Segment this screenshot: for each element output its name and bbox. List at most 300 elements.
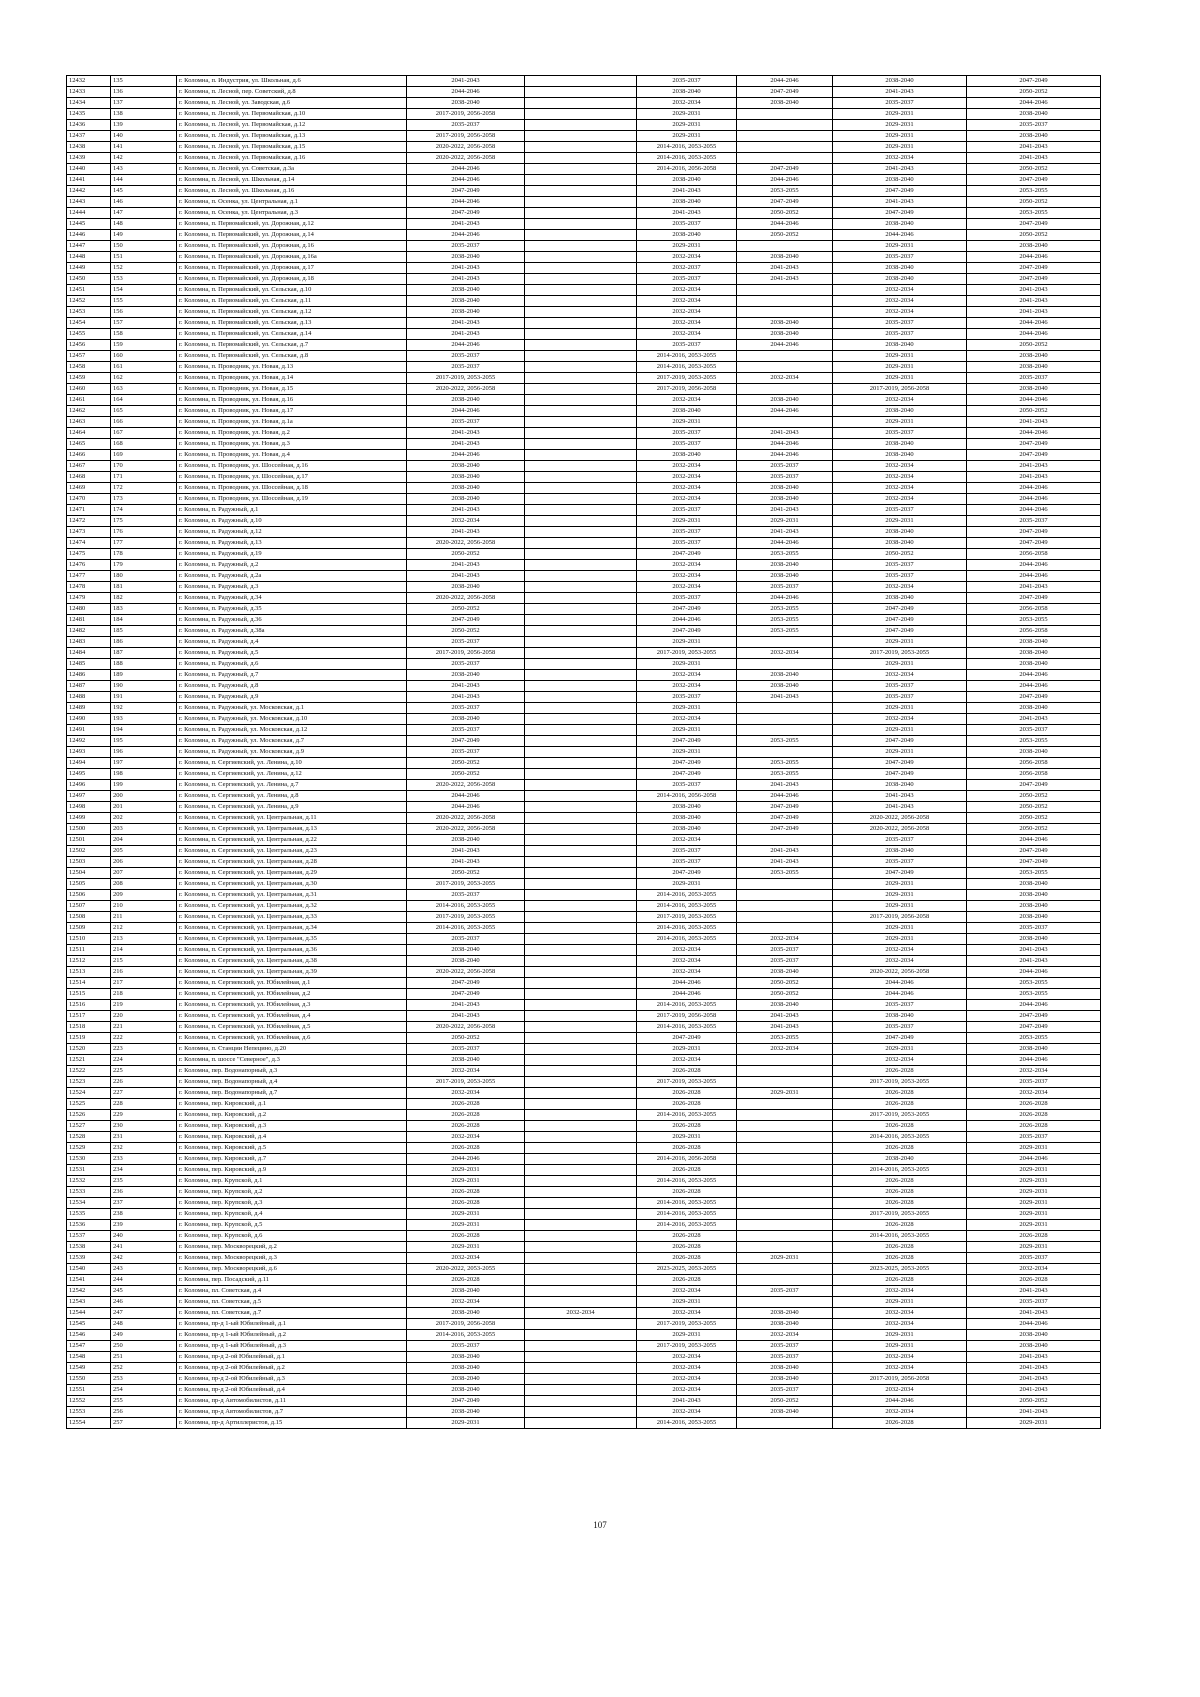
cell-year-range-4 xyxy=(737,1198,833,1209)
cell-register-number: 12483 xyxy=(67,637,111,648)
cell-year-range-2 xyxy=(525,857,637,868)
cell-register-number: 12522 xyxy=(67,1066,111,1077)
cell-year-range-6: 2047-2049 xyxy=(967,439,1101,450)
table-row xyxy=(67,307,1101,318)
cell-address: г. Коломна, п. Индустрия, ул. Школьная, д.6 xyxy=(177,76,407,87)
cell-address: г. Коломна, п. Сергиевский, ул. Центральная, д.13 xyxy=(177,824,407,835)
cell-address: г. Коломна, пл. Советская, д.5 xyxy=(177,1297,407,1308)
cell-year-range-5: 2032-2034 xyxy=(833,714,967,725)
cell-year-range-5: 2038-2040 xyxy=(833,175,967,186)
cell-year-range-3: 2032-2034 xyxy=(637,967,737,978)
cell-year-range-5: 2032-2034 xyxy=(833,285,967,296)
cell-year-range-4 xyxy=(737,747,833,758)
cell-year-range-2 xyxy=(525,725,637,736)
cell-year-range-5: 2032-2034 xyxy=(833,1055,967,1066)
cell-year-range-5: 2029-2031 xyxy=(833,362,967,373)
cell-year-range-6: 2026-2028 xyxy=(967,1110,1101,1121)
cell-address: г. Коломна, п. Сергиевский, ул. Ленина, д.12 xyxy=(177,769,407,780)
cell-year-range-5: 2047-2049 xyxy=(833,604,967,615)
cell-year-range-1: 2038-2040 xyxy=(407,1374,525,1385)
cell-year-range-1: 2014-2016, 2053-2055 xyxy=(407,901,525,912)
cell-year-range-6: 2041-2043 xyxy=(967,1363,1101,1374)
cell-sequence-number: 167 xyxy=(111,428,177,439)
cell-year-range-6: 2053-2055 xyxy=(967,208,1101,219)
cell-register-number: 12434 xyxy=(67,98,111,109)
cell-year-range-4 xyxy=(737,362,833,373)
cell-year-range-2 xyxy=(525,593,637,604)
cell-register-number: 12477 xyxy=(67,571,111,582)
cell-address: г. Коломна, п. Первомайский, ул. Сельская, д.7 xyxy=(177,340,407,351)
cell-year-range-3: 2026-2028 xyxy=(637,1231,737,1242)
cell-year-range-6: 2056-2058 xyxy=(967,549,1101,560)
cell-address: г. Коломна, п. Сергиевский, ул. Центральная, д.22 xyxy=(177,835,407,846)
cell-address: г. Коломна, п. Радужный, ул. Московская, д.12 xyxy=(177,725,407,736)
cell-address: г. Коломна, п. Сергиевский, ул. Центральная, д.33 xyxy=(177,912,407,923)
cell-year-range-5: 2026-2028 xyxy=(833,1099,967,1110)
table-row xyxy=(67,1407,1101,1418)
cell-address: г. Коломна, п. Лесной, ул. Первомайская, д.15 xyxy=(177,142,407,153)
cell-sequence-number: 137 xyxy=(111,98,177,109)
cell-sequence-number: 238 xyxy=(111,1209,177,1220)
cell-year-range-2 xyxy=(525,1341,637,1352)
table-row xyxy=(67,1121,1101,1132)
cell-year-range-3: 2014-2016, 2053-2055 xyxy=(637,1110,737,1121)
cell-year-range-6: 2047-2049 xyxy=(967,857,1101,868)
cell-year-range-5: 2026-2028 xyxy=(833,1088,967,1099)
cell-register-number: 12455 xyxy=(67,329,111,340)
cell-year-range-4: 2035-2037 xyxy=(737,945,833,956)
table-row xyxy=(67,175,1101,186)
cell-address: г. Коломна, пер. Водонапорный, д.7 xyxy=(177,1088,407,1099)
cell-year-range-1: 2050-2052 xyxy=(407,1033,525,1044)
cell-year-range-1: 2020-2022, 2056-2058 xyxy=(407,967,525,978)
cell-year-range-4: 2032-2034 xyxy=(737,648,833,659)
cell-year-range-3: 2035-2037 xyxy=(637,857,737,868)
cell-year-range-4 xyxy=(737,637,833,648)
cell-year-range-2 xyxy=(525,307,637,318)
cell-year-range-1: 2050-2052 xyxy=(407,868,525,879)
cell-year-range-5: 2029-2031 xyxy=(833,241,967,252)
cell-year-range-3: 2035-2037 xyxy=(637,340,737,351)
cell-year-range-2 xyxy=(525,340,637,351)
cell-sequence-number: 227 xyxy=(111,1088,177,1099)
cell-year-range-1: 2038-2040 xyxy=(407,945,525,956)
cell-sequence-number: 232 xyxy=(111,1143,177,1154)
cell-year-range-5: 2026-2028 xyxy=(833,1418,967,1429)
cell-year-range-5: 2032-2034 xyxy=(833,461,967,472)
cell-year-range-1: 2029-2031 xyxy=(407,1242,525,1253)
cell-year-range-4 xyxy=(737,296,833,307)
cell-year-range-2 xyxy=(525,439,637,450)
cell-year-range-2 xyxy=(525,945,637,956)
cell-year-range-5: 2032-2034 xyxy=(833,395,967,406)
cell-year-range-3: 2032-2034 xyxy=(637,1055,737,1066)
cell-year-range-2 xyxy=(525,1286,637,1297)
cell-year-range-5: 2038-2040 xyxy=(833,846,967,857)
cell-year-range-1: 2032-2034 xyxy=(407,1253,525,1264)
cell-year-range-2 xyxy=(525,1407,637,1418)
cell-year-range-5: 2026-2028 xyxy=(833,1198,967,1209)
cell-year-range-5: 2032-2034 xyxy=(833,956,967,967)
cell-sequence-number: 151 xyxy=(111,252,177,263)
cell-year-range-2 xyxy=(525,1275,637,1286)
cell-sequence-number: 208 xyxy=(111,879,177,890)
table-row xyxy=(67,164,1101,175)
cell-address: г. Коломна, п. Сергиевский, ул. Центральная, д.23 xyxy=(177,846,407,857)
cell-year-range-5: 2020-2022, 2056-2058 xyxy=(833,813,967,824)
cell-year-range-4: 2050-2052 xyxy=(737,989,833,1000)
cell-year-range-5: 2035-2037 xyxy=(833,1022,967,1033)
cell-sequence-number: 147 xyxy=(111,208,177,219)
cell-year-range-4: 2038-2040 xyxy=(737,494,833,505)
cell-year-range-3: 2032-2034 xyxy=(637,835,737,846)
cell-sequence-number: 221 xyxy=(111,1022,177,1033)
cell-year-range-6: 2044-2046 xyxy=(967,967,1101,978)
cell-year-range-6: 2038-2040 xyxy=(967,241,1101,252)
cell-year-range-1: 2014-2016, 2053-2055 xyxy=(407,1330,525,1341)
cell-year-range-1: 2038-2040 xyxy=(407,670,525,681)
cell-address: г. Коломна, пер. Крупской, д.4 xyxy=(177,1209,407,1220)
cell-year-range-5: 2020-2022, 2056-2058 xyxy=(833,967,967,978)
cell-year-range-6: 2050-2052 xyxy=(967,813,1101,824)
cell-year-range-1: 2047-2049 xyxy=(407,208,525,219)
cell-address: г. Коломна, пр-д 1-ый Юбилейный, д.1 xyxy=(177,1319,407,1330)
cell-sequence-number: 195 xyxy=(111,736,177,747)
cell-year-range-2 xyxy=(525,681,637,692)
cell-register-number: 12464 xyxy=(67,428,111,439)
cell-sequence-number: 166 xyxy=(111,417,177,428)
cell-year-range-3: 2029-2031 xyxy=(637,637,737,648)
cell-year-range-2 xyxy=(525,1253,637,1264)
cell-register-number: 12472 xyxy=(67,516,111,527)
cell-year-range-1: 2026-2028 xyxy=(407,1187,525,1198)
cell-year-range-6: 2044-2046 xyxy=(967,252,1101,263)
cell-year-range-3: 2044-2046 xyxy=(637,615,737,626)
cell-year-range-5: 2041-2043 xyxy=(833,197,967,208)
cell-year-range-4: 2053-2055 xyxy=(737,1033,833,1044)
table-row xyxy=(67,593,1101,604)
cell-address: г. Коломна, пер. Кировский, д.9 xyxy=(177,1165,407,1176)
cell-year-range-4: 2038-2040 xyxy=(737,318,833,329)
cell-year-range-6: 2047-2049 xyxy=(967,780,1101,791)
cell-year-range-1: 2035-2037 xyxy=(407,1341,525,1352)
cell-year-range-4 xyxy=(737,384,833,395)
cell-year-range-5: 2029-2031 xyxy=(833,703,967,714)
cell-address: г. Коломна, п. Первомайский, ул. Дорожная, д.16а xyxy=(177,252,407,263)
cell-register-number: 12474 xyxy=(67,538,111,549)
cell-register-number: 12479 xyxy=(67,593,111,604)
cell-sequence-number: 161 xyxy=(111,362,177,373)
cell-register-number: 12482 xyxy=(67,626,111,637)
cell-year-range-4: 2038-2040 xyxy=(737,1363,833,1374)
cell-year-range-1: 2041-2043 xyxy=(407,76,525,87)
cell-sequence-number: 236 xyxy=(111,1187,177,1198)
cell-year-range-3: 2035-2037 xyxy=(637,505,737,516)
cell-year-range-1: 2050-2052 xyxy=(407,604,525,615)
cell-sequence-number: 253 xyxy=(111,1374,177,1385)
cell-year-range-6: 2050-2052 xyxy=(967,87,1101,98)
cell-sequence-number: 203 xyxy=(111,824,177,835)
cell-year-range-3: 2035-2037 xyxy=(637,219,737,230)
cell-sequence-number: 179 xyxy=(111,560,177,571)
table-row xyxy=(67,1176,1101,1187)
cell-year-range-5: 2047-2049 xyxy=(833,758,967,769)
cell-year-range-4 xyxy=(737,1297,833,1308)
cell-year-range-4 xyxy=(737,879,833,890)
cell-year-range-5: 2035-2037 xyxy=(833,681,967,692)
cell-year-range-2 xyxy=(525,219,637,230)
table-row xyxy=(67,1154,1101,1165)
cell-year-range-1: 2044-2046 xyxy=(407,164,525,175)
cell-sequence-number: 237 xyxy=(111,1198,177,1209)
cell-register-number: 12543 xyxy=(67,1297,111,1308)
cell-year-range-4: 2032-2034 xyxy=(737,1330,833,1341)
table-row xyxy=(67,285,1101,296)
cell-sequence-number: 234 xyxy=(111,1165,177,1176)
cell-year-range-1: 2041-2043 xyxy=(407,857,525,868)
cell-year-range-1: 2041-2043 xyxy=(407,505,525,516)
cell-year-range-6: 2029-2031 xyxy=(967,1242,1101,1253)
page-number: 107 xyxy=(593,1520,607,1530)
cell-year-range-6: 2035-2037 xyxy=(967,1297,1101,1308)
cell-register-number: 12457 xyxy=(67,351,111,362)
cell-year-range-2 xyxy=(525,395,637,406)
cell-year-range-1: 2035-2037 xyxy=(407,351,525,362)
cell-year-range-3: 2032-2034 xyxy=(637,956,737,967)
table-row xyxy=(67,989,1101,1000)
cell-year-range-2 xyxy=(525,329,637,340)
cell-sequence-number: 205 xyxy=(111,846,177,857)
cell-address: г. Коломна, п. Первомайский, ул. Дорожная, д.14 xyxy=(177,230,407,241)
cell-year-range-3: 2014-2016, 2053-2055 xyxy=(637,1176,737,1187)
table-row xyxy=(67,549,1101,560)
cell-register-number: 12470 xyxy=(67,494,111,505)
cell-year-range-6: 2050-2052 xyxy=(967,230,1101,241)
table-row xyxy=(67,1264,1101,1275)
cell-year-range-5: 2047-2049 xyxy=(833,736,967,747)
cell-year-range-1: 2035-2037 xyxy=(407,747,525,758)
cell-year-range-6: 2038-2040 xyxy=(967,131,1101,142)
cell-year-range-1: 2050-2052 xyxy=(407,626,525,637)
table-row xyxy=(67,1319,1101,1330)
cell-register-number: 12544 xyxy=(67,1308,111,1319)
cell-year-range-6: 2044-2046 xyxy=(967,1319,1101,1330)
cell-address: г. Коломна, п. Проводник, ул. Шоссейная, д.18 xyxy=(177,483,407,494)
cell-sequence-number: 243 xyxy=(111,1264,177,1275)
cell-register-number: 12539 xyxy=(67,1253,111,1264)
cell-year-range-1: 2017-2019, 2053-2055 xyxy=(407,879,525,890)
cell-address: г. Коломна, п. Первомайский, ул. Сельская, д.10 xyxy=(177,285,407,296)
cell-year-range-2 xyxy=(525,197,637,208)
cell-sequence-number: 187 xyxy=(111,648,177,659)
cell-address: г. Коломна, п. Проводник, ул. Новая, д.17 xyxy=(177,406,407,417)
cell-year-range-3: 2032-2034 xyxy=(637,670,737,681)
cell-year-range-2 xyxy=(525,505,637,516)
cell-year-range-2 xyxy=(525,1352,637,1363)
cell-year-range-2 xyxy=(525,1319,637,1330)
cell-register-number: 12466 xyxy=(67,450,111,461)
cell-year-range-4: 2044-2046 xyxy=(737,791,833,802)
cell-register-number: 12476 xyxy=(67,560,111,571)
cell-year-range-4 xyxy=(737,835,833,846)
cell-year-range-4 xyxy=(737,923,833,934)
cell-year-range-5: 2029-2031 xyxy=(833,923,967,934)
cell-year-range-6: 2053-2055 xyxy=(967,868,1101,879)
cell-year-range-3: 2026-2028 xyxy=(637,1099,737,1110)
cell-year-range-2 xyxy=(525,175,637,186)
cell-sequence-number: 239 xyxy=(111,1220,177,1231)
cell-year-range-1: 2044-2046 xyxy=(407,175,525,186)
cell-address: г. Коломна, пр-д Автомобилистов, д.11 xyxy=(177,1396,407,1407)
cell-year-range-5: 2029-2031 xyxy=(833,1330,967,1341)
cell-year-range-5: 2047-2049 xyxy=(833,1033,967,1044)
cell-address: г. Коломна, п. Радужный, д.13 xyxy=(177,538,407,549)
table-row xyxy=(67,76,1101,87)
cell-sequence-number: 163 xyxy=(111,384,177,395)
cell-year-range-2 xyxy=(525,131,637,142)
cell-year-range-1: 2026-2028 xyxy=(407,1231,525,1242)
cell-year-range-4: 2035-2037 xyxy=(737,1385,833,1396)
cell-year-range-4: 2035-2037 xyxy=(737,1286,833,1297)
cell-sequence-number: 174 xyxy=(111,505,177,516)
cell-register-number: 12518 xyxy=(67,1022,111,1033)
cell-year-range-6: 2044-2046 xyxy=(967,1154,1101,1165)
cell-sequence-number: 229 xyxy=(111,1110,177,1121)
cell-year-range-3: 2038-2040 xyxy=(637,197,737,208)
cell-year-range-6: 2035-2037 xyxy=(967,516,1101,527)
cell-year-range-2 xyxy=(525,98,637,109)
cell-year-range-1: 2020-2022, 2056-2058 xyxy=(407,780,525,791)
cell-register-number: 12545 xyxy=(67,1319,111,1330)
cell-year-range-2 xyxy=(525,1396,637,1407)
cell-year-range-2 xyxy=(525,912,637,923)
cell-year-range-1: 2041-2043 xyxy=(407,527,525,538)
cell-year-range-6: 2038-2040 xyxy=(967,384,1101,395)
cell-sequence-number: 181 xyxy=(111,582,177,593)
cell-register-number: 12497 xyxy=(67,791,111,802)
cell-year-range-2 xyxy=(525,791,637,802)
cell-year-range-3: 2035-2037 xyxy=(637,538,737,549)
cell-year-range-6: 2056-2058 xyxy=(967,626,1101,637)
cell-year-range-6: 2041-2043 xyxy=(967,945,1101,956)
cell-year-range-1: 2026-2028 xyxy=(407,1198,525,1209)
cell-year-range-1: 2035-2037 xyxy=(407,362,525,373)
cell-year-range-3: 2047-2049 xyxy=(637,549,737,560)
cell-address: г. Коломна, пер. Кировский, д.5 xyxy=(177,1143,407,1154)
cell-year-range-2 xyxy=(525,967,637,978)
cell-address: г. Коломна, п. Сергиевский, ул. Центральная, д.30 xyxy=(177,879,407,890)
cell-address: г. Коломна, п. Радужный, д.8 xyxy=(177,681,407,692)
cell-year-range-4: 2044-2046 xyxy=(737,593,833,604)
cell-year-range-6: 2050-2052 xyxy=(967,1396,1101,1407)
cell-sequence-number: 201 xyxy=(111,802,177,813)
cell-register-number: 12499 xyxy=(67,813,111,824)
table-row xyxy=(67,1110,1101,1121)
cell-year-range-6: 2047-2049 xyxy=(967,263,1101,274)
cell-sequence-number: 224 xyxy=(111,1055,177,1066)
cell-sequence-number: 146 xyxy=(111,197,177,208)
cell-sequence-number: 177 xyxy=(111,538,177,549)
cell-register-number: 12488 xyxy=(67,692,111,703)
cell-year-range-3: 2041-2043 xyxy=(637,186,737,197)
cell-year-range-1: 2032-2034 xyxy=(407,1066,525,1077)
cell-year-range-6: 2029-2031 xyxy=(967,1418,1101,1429)
table-row xyxy=(67,417,1101,428)
table-row xyxy=(67,395,1101,406)
cell-sequence-number: 170 xyxy=(111,461,177,472)
cell-year-range-3: 2026-2028 xyxy=(637,1242,737,1253)
cell-year-range-1: 2026-2028 xyxy=(407,1121,525,1132)
cell-year-range-1: 2035-2037 xyxy=(407,890,525,901)
table-row xyxy=(67,373,1101,384)
cell-year-range-1: 2041-2043 xyxy=(407,329,525,340)
table-row xyxy=(67,703,1101,714)
cell-year-range-1: 2050-2052 xyxy=(407,758,525,769)
cell-year-range-6: 2038-2040 xyxy=(967,659,1101,670)
cell-year-range-4: 2047-2049 xyxy=(737,87,833,98)
cell-year-range-1: 2014-2016, 2053-2055 xyxy=(407,923,525,934)
table-row xyxy=(67,571,1101,582)
cell-year-range-4 xyxy=(737,1242,833,1253)
cell-address: г. Коломна, п. Сергиевский, ул. Центральная, д.36 xyxy=(177,945,407,956)
cell-year-range-5: 2017-2019, 2053-2055 xyxy=(833,1209,967,1220)
table-row xyxy=(67,1165,1101,1176)
table-row xyxy=(67,582,1101,593)
cell-year-range-4 xyxy=(737,1143,833,1154)
table-row xyxy=(67,758,1101,769)
cell-address: г. Коломна, пр-д 2-ой Юбилейный, д.1 xyxy=(177,1352,407,1363)
register-table xyxy=(66,75,1101,1429)
cell-year-range-5: 2032-2034 xyxy=(833,307,967,318)
cell-year-range-2 xyxy=(525,923,637,934)
cell-year-range-2 xyxy=(525,1220,637,1231)
cell-sequence-number: 218 xyxy=(111,989,177,1000)
table-row xyxy=(67,923,1101,934)
cell-address: г. Коломна, п. Радужный, д.2 xyxy=(177,560,407,571)
cell-year-range-2 xyxy=(525,1209,637,1220)
cell-year-range-4: 2038-2040 xyxy=(737,571,833,582)
cell-year-range-2 xyxy=(525,736,637,747)
cell-year-range-6: 2053-2055 xyxy=(967,978,1101,989)
cell-year-range-6: 2050-2052 xyxy=(967,406,1101,417)
cell-year-range-1: 2047-2049 xyxy=(407,989,525,1000)
cell-year-range-1: 2017-2019, 2056-2058 xyxy=(407,109,525,120)
cell-year-range-4: 2038-2040 xyxy=(737,1407,833,1418)
cell-year-range-6: 2050-2052 xyxy=(967,340,1101,351)
cell-year-range-5: 2029-2031 xyxy=(833,131,967,142)
cell-address: г. Коломна, п. Первомайский, ул. Дорожная, д.17 xyxy=(177,263,407,274)
cell-sequence-number: 215 xyxy=(111,956,177,967)
cell-year-range-6: 2026-2028 xyxy=(967,1121,1101,1132)
cell-year-range-1: 2038-2040 xyxy=(407,714,525,725)
cell-year-range-5: 2029-2031 xyxy=(833,142,967,153)
cell-year-range-5: 2047-2049 xyxy=(833,868,967,879)
cell-year-range-3: 2014-2016, 2053-2055 xyxy=(637,1000,737,1011)
table-row xyxy=(67,659,1101,670)
cell-address: г. Коломна, пер. Москворецкий, д.2 xyxy=(177,1242,407,1253)
table-row xyxy=(67,329,1101,340)
cell-year-range-6: 2041-2043 xyxy=(967,1374,1101,1385)
cell-year-range-2 xyxy=(525,1264,637,1275)
cell-year-range-1: 2035-2037 xyxy=(407,703,525,714)
cell-sequence-number: 175 xyxy=(111,516,177,527)
cell-year-range-3: 2023-2025, 2053-2055 xyxy=(637,1264,737,1275)
cell-register-number: 12548 xyxy=(67,1352,111,1363)
table-row xyxy=(67,868,1101,879)
cell-year-range-6: 2047-2049 xyxy=(967,538,1101,549)
cell-year-range-1: 2035-2037 xyxy=(407,241,525,252)
cell-year-range-4: 2044-2046 xyxy=(737,76,833,87)
